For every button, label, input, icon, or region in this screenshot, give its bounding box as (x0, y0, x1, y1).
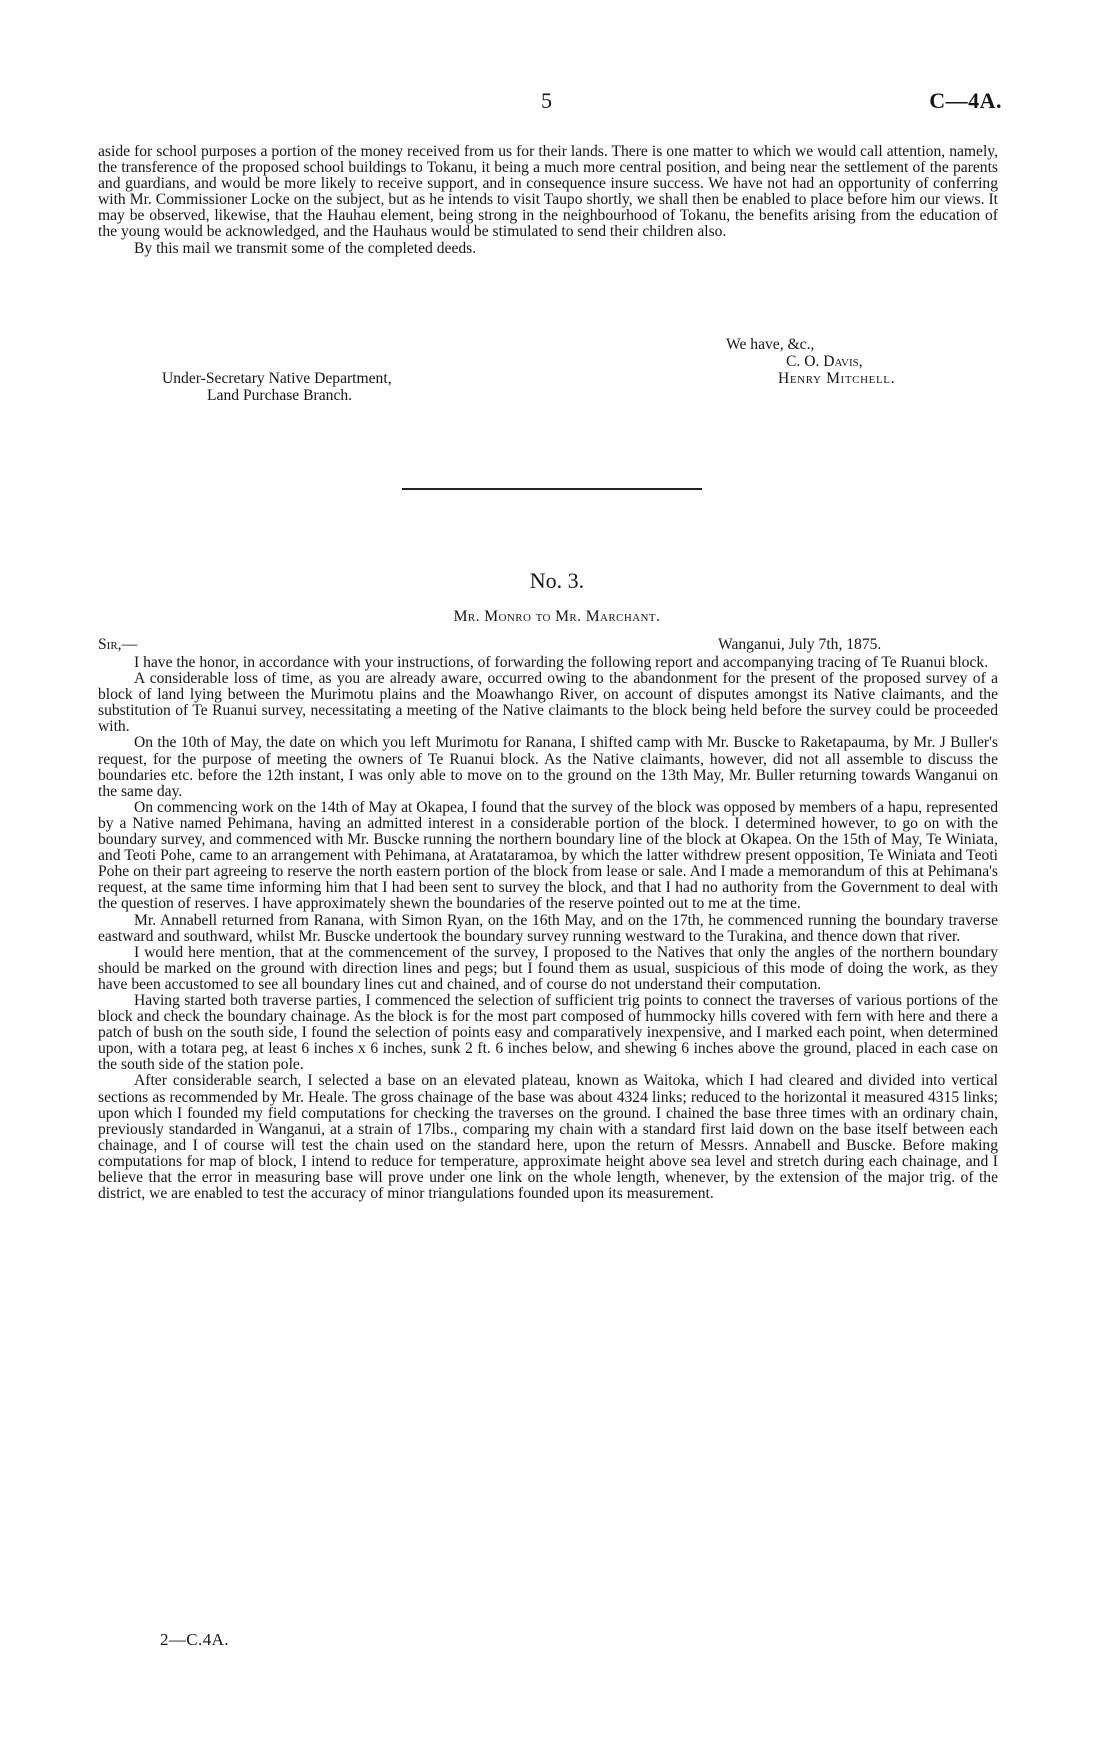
page-number: 5 (541, 88, 552, 113)
addressee-line: Under-Secretary Native Department, (162, 370, 392, 387)
letter-one-paragraph: aside for school purposes a portion of the money received from us for their lands. There is one matter to which we would call attention, namely, the transference of the proposed school buildings to Tokanu, it being a much more central position, and being near the settlement of the parents and guardians, and would be more likely to receive support, and in consequence insure success. We have not had an opportunity of conferring with Mr. Commissioner Locke on the subject, but as he intends to visit Taupo shortly, we shall then be enabled to place before him our views. It may be observed, likewise, that the Hauhau element, being strong in the neighbourhood of Tokanu, the benefits arising from the education of the young would be acknowledged, and the Hauhaus would be stimulated to send their children also. (98, 143, 998, 241)
report-paragraph: I have the honor, in accordance with your instructions, of forwarding the following report and accompanying tracing of Te Ruanui block. (134, 654, 989, 671)
letter-one-paragraph: By this mail we transmit some of the completed deeds. (134, 239, 477, 257)
document-code: C—4A. (929, 88, 1002, 113)
letter-two-body (98, 655, 998, 1202)
report-paragraph: On the 10th of May, the date on which you left Murimotu for Ranana, I shifted camp with Mr. Buscke to Raketapauma, by Mr. J Buller's request, for the purpose of meeting the owners of Te Ruanui block. As the Native claimants, however, did not all assemble to discuss the boundaries etc. before the 12th instant, I was only able to move on to the ground on the 13th May, Mr. Buller returning towards Wanganui on the same day. (98, 734, 998, 800)
page-header (0, 88, 1114, 118)
closing-line: We have, &c., (726, 336, 815, 353)
document-subtitle: Mr. Monro to Mr. Marchant. (453, 608, 661, 625)
signatory: C. O. Davis, (786, 353, 863, 370)
report-paragraph: Mr. Annabell returned from Ranana, with Simon Ryan, on the 16th May, and on the 17th, he commenced running the boundary traverse eastward and southward, whilst Mr. Buscke undertook the boundary survey running westward to the Turakina, and thence down that river. (98, 911, 998, 945)
report-paragraph: A considerable loss of time, as you are already aware, occurred owing to the abandonment for the present of the proposed survey of a block of land lying between the Murimotu plains and the Moawhango River, on account of disputes amongst its Native claimants, and the substitution of Te Ruanui survey, necessitating a meeting of the Native claimants to the block being held before the survey could be proceeded with. (98, 670, 998, 736)
report-paragraph: On commencing work on the 14th of May at Okapea, I found that the survey of the block was opposed by members of a hapu, represented by a Native named Pehimana, having an admitted interest in a considerable portion of the block. I determined however, to go on with the boundary survey, and commenced with Mr. Buscke running the northern boundary line of the block at Okapea. On the 15th of May, Te Winiata, and Teoti Pohe, came to an arrangement with Pehimana, at Aratataramoa, by which the latter withdrew present opposition, Te Winiata and Teoti Pohe on their part agreeing to reserve the north eastern portion of the block from lease or sale. And I made a memorandum of this at Pehimana's request, at the same time informing him that I had been sent to survey the block, and that I had no authority from the Government to deal with the question of reserves. I have approximately shewn the boundaries of the reserve pointed out to me at the time. (98, 798, 998, 913)
letter-date: Wanganui, July 7th, 1875. (718, 636, 882, 653)
letter-two-dateline (0, 636, 1114, 656)
report-paragraph: Having started both traverse parties, I commenced the selection of sufficient trig points to connect the traverses of various portions of the block and check the boundary chainage. As the block is for the most part composed of hummocky hills covered with fern with here and there a patch of bush on the south side, I found the selection of points easy and comparatively inexpensive, and I marked each point, when determined upon, with a totara peg, at least 6 inches x 6 inches, sunk 2 ft. 6 inches below, and shewing 6 inches above the ground, placed in each case on the south side of the station pole. (98, 991, 998, 1074)
salutation: Sir,— (98, 636, 138, 653)
addressee-line: Land Purchase Branch. (207, 387, 353, 404)
footer-code: 2—C.4A. (160, 1630, 229, 1649)
document-number: No. 3. (529, 568, 585, 593)
report-paragraph: After considerable search, I selected a base on an elevated plateau, known as Waitoka, which I had cleared and divided into vertical sections as recommended by Mr. Heale. The gross chainage of the base was about 4324 links; reduced to the horizontal it measured 4315 links; upon which I founded my field computations for checking the traverses on the ground. I chained the base three times with an ordinary chain, previously standarded in Wanganui, at a strain of 17lbs., comparing my chain with a standard first laid down on the base itself between each chainage, and I of course will test the chain used on the standard here, upon the return of Messrs. Annabell and Buscke. Before making computations for map of block, I intend to reduce for temperature, approximate height above sea level and stretch during each chainage, and I believe that the error in measuring base will prove under one link on the whole length, whenever, by the extension of the major trig. of the district, we are enabled to test the accuracy of minor triangulations founded upon its measurement. (98, 1072, 998, 1203)
signatory: Henry Mitchell. (778, 370, 896, 387)
report-paragraph: I would here mention, that at the commencement of the survey, I proposed to the Natives that only the angles of the northern boundary should be marked on the ground with direction lines and pegs; but I found them as usual, suspicious of this mode of doing the work, as they have been accustomed to see all boundary lines cut and chained, and of course do not understand their computation. (98, 943, 998, 993)
letter-one-signoff (0, 336, 1114, 426)
section-divider (402, 488, 702, 490)
letter-one-body (98, 144, 998, 257)
